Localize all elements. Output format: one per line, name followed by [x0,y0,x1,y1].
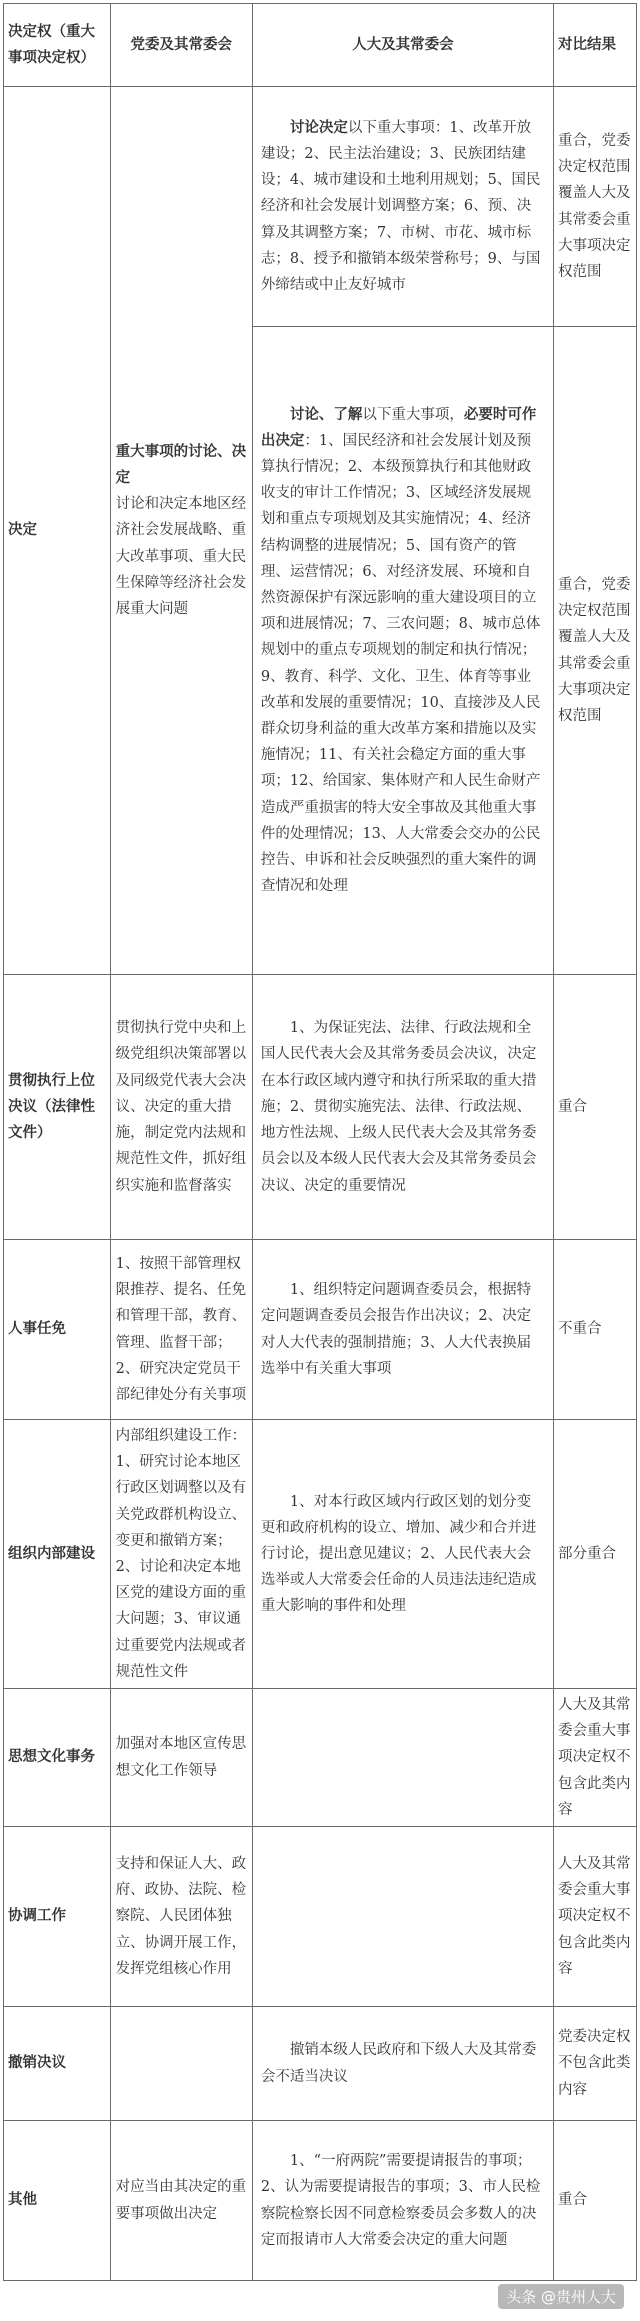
internal-party: 内部组织建设工作：1、研究讨论本地区行政区划调整以及有关党政群机构设立、变更和撤销方案；2、讨论和决定本地区党的建设方面的重大问题；3、审议通过重要党内法规或者规范性文件 [110,1420,252,1689]
header-npc: 人大及其常委会 [252,4,553,87]
ideology-npc [252,1689,553,1827]
decision-npc-b-bold2: 必要时可作出决定 [260,405,537,449]
table-row-decision-a [4,87,637,327]
table-row-coordinate [4,1827,637,2007]
ideology-category: 思想文化事务 [4,1689,111,1827]
decision-npc-a-lead: 讨论决定 [289,118,348,136]
comparison-table [3,3,637,2281]
decision-npc-b-mid: 以下重大事项， [362,406,464,423]
coordinate-result: 人大及其常委会重大事项决定权不包含此类内容 [553,1827,636,2007]
decision-result-b: 重合，党委决定权范围覆盖人大及其常委会重大事项决定权范围 [553,327,636,975]
decision-party-text: 讨论和决定本地区经济社会发展战略、重大改革事项、重大民生保障等经济社会发展重大问题 [115,496,247,617]
decision-result-a: 重合，党委决定权范围覆盖人大及其常委会重大事项决定权范围 [553,87,636,327]
implement-party: 贯彻执行党中央和上级党组织决策部署以及同级党代表大会决议、决定的重大措施，制定党内法规和规范性文件，抓好组织实施和监督落实 [110,975,252,1240]
other-category: 其他 [4,2121,111,2281]
revoke-party [110,2007,252,2121]
appointment-result: 不重合 [553,1240,636,1420]
table-row-other [4,2121,637,2281]
decision-npc-a-rest: 以下重大事项：1、改革开放建设；2、民主法治建设；3、民族团结建设；4、城市建设和土地利用规划；5、国民经济和社会发展计划调整方案；6、预、决算及其调整方案；7、市树、市花、城市标志；8、授予和撤销本级荣誉称号；9、与国外缔结或中止友好城市 [260,119,541,293]
internal-npc: 1、对本行政区域内行政区划的划分变更和政府机构的设立、增加、减少和合并进行讨论，提出意见建议；2、人民代表大会选举或人大常委会任命的人员违法违纪造成重大影响的事件和处理 [252,1420,553,1689]
header-decision-right: 决定权（重大事项决定权） [4,4,111,87]
header-result: 对比结果 [553,4,636,87]
other-party: 对应当由其决定的重要事项做出决定 [110,2121,252,2281]
decision-party-cell [110,87,252,975]
table-row-appointment [4,1240,637,1420]
appointment-category: 人事任免 [4,1240,111,1420]
header-row [4,4,637,87]
other-npc: 1、“一府两院”需要提请报告的事项；2、认为需要提请报告的事项；3、市人民检察院检察长因不同意检察委员会多数人的决定而报请市人大常委会决定的重大问题 [252,2121,553,2281]
coordinate-party: 支持和保证人大、政府、政协、法院、检察院、人民团体独立、协调开展工作，发挥党组核心作用 [110,1827,252,2007]
implement-category: 贯彻执行上位决议（法律性文件） [4,975,111,1240]
ideology-party: 加强对本地区宣传思想文化工作领导 [110,1689,252,1827]
implement-result: 重合 [553,975,636,1240]
table-row-ideology [4,1689,637,1827]
coordinate-category: 协调工作 [4,1827,111,2007]
other-result: 重合 [553,2121,636,2281]
appointment-party: 1、按照干部管理权限推荐、提名、任免和管理干部，教育、管理、监督干部；2、研究决定党员干部纪律处分有关事项 [110,1240,252,1420]
appointment-npc: 1、组织特定问题调查委员会，根据特定问题调查委员会报告作出决议；2、决定对人大代表的强制措施；3、人大代表换届选举中有关重大事项 [252,1240,553,1420]
implement-npc: 1、为保证宪法、法律、行政法规和全国人民代表大会及其常务委员会决议，决定在本行政区域内遵守和执行所采取的重大措施；2、贯彻实施宪法、法律、行政法规、地方性法规、上级人民代表大会及其常务委员会以及本级人民代表大会及其常务委员会决议、决定的重要情况 [252,975,553,1240]
decision-category-cell [4,87,111,975]
table-row-implement [4,975,637,1240]
decision-npc-b-rest: ：1、国民经济和社会发展计划及预算执行情况；2、本级预算执行和其他财政收支的审计工作情况；3、区域经济发展规划和重点专项规划及其实施情况；4、经济结构调整的进展情况；5、国有资产的管理、运营情况；6、对经济发展、环境和自然资源保护有深远影响的重大建设项目的立项和进展情况；7、三农问题；8、城市总体规划中的重点专项规划的制定和执行情况；9、教育、科学、文化、卫生、体育等事业改革和发展的重要情况；10、直接涉及人民群众切身利益的重大改革方案和措施以及实施情况；11、有关社会稳定方面的重大事项；12、给国家、集体财产和人民生命财产造成严重损害的特大安全事故及其他重大事件的处理情况；13、人大常委会交办的公民控告、申诉和社会反映强烈的重大案件的调查情况和处理 [260,432,541,895]
revoke-result: 党委决定权不包含此类内容 [553,2007,636,2121]
decision-category: 决定 [8,521,37,539]
ideology-result: 人大及其常委会重大事项决定权不包含此类内容 [553,1689,636,1827]
header-party-committee: 党委及其常委会 [110,4,252,87]
internal-result: 部分重合 [553,1420,636,1689]
decision-npc-b [252,327,553,975]
table-row-internal [4,1420,637,1689]
decision-subcategory: 重大事项的讨论、决定 [115,442,247,486]
table-row-revoke [4,2007,637,2121]
revoke-category: 撤销决议 [4,2007,111,2121]
internal-category: 组织内部建设 [4,1420,111,1689]
coordinate-npc [252,1827,553,2007]
decision-npc-b-lead: 讨论、了解 [289,405,363,423]
revoke-npc: 撤销本级人民政府和下级人大及其常委会不适当决议 [252,2007,553,2121]
decision-npc-a [252,87,553,327]
watermark-logo: 头条 @贵州人大 [498,2284,624,2309]
